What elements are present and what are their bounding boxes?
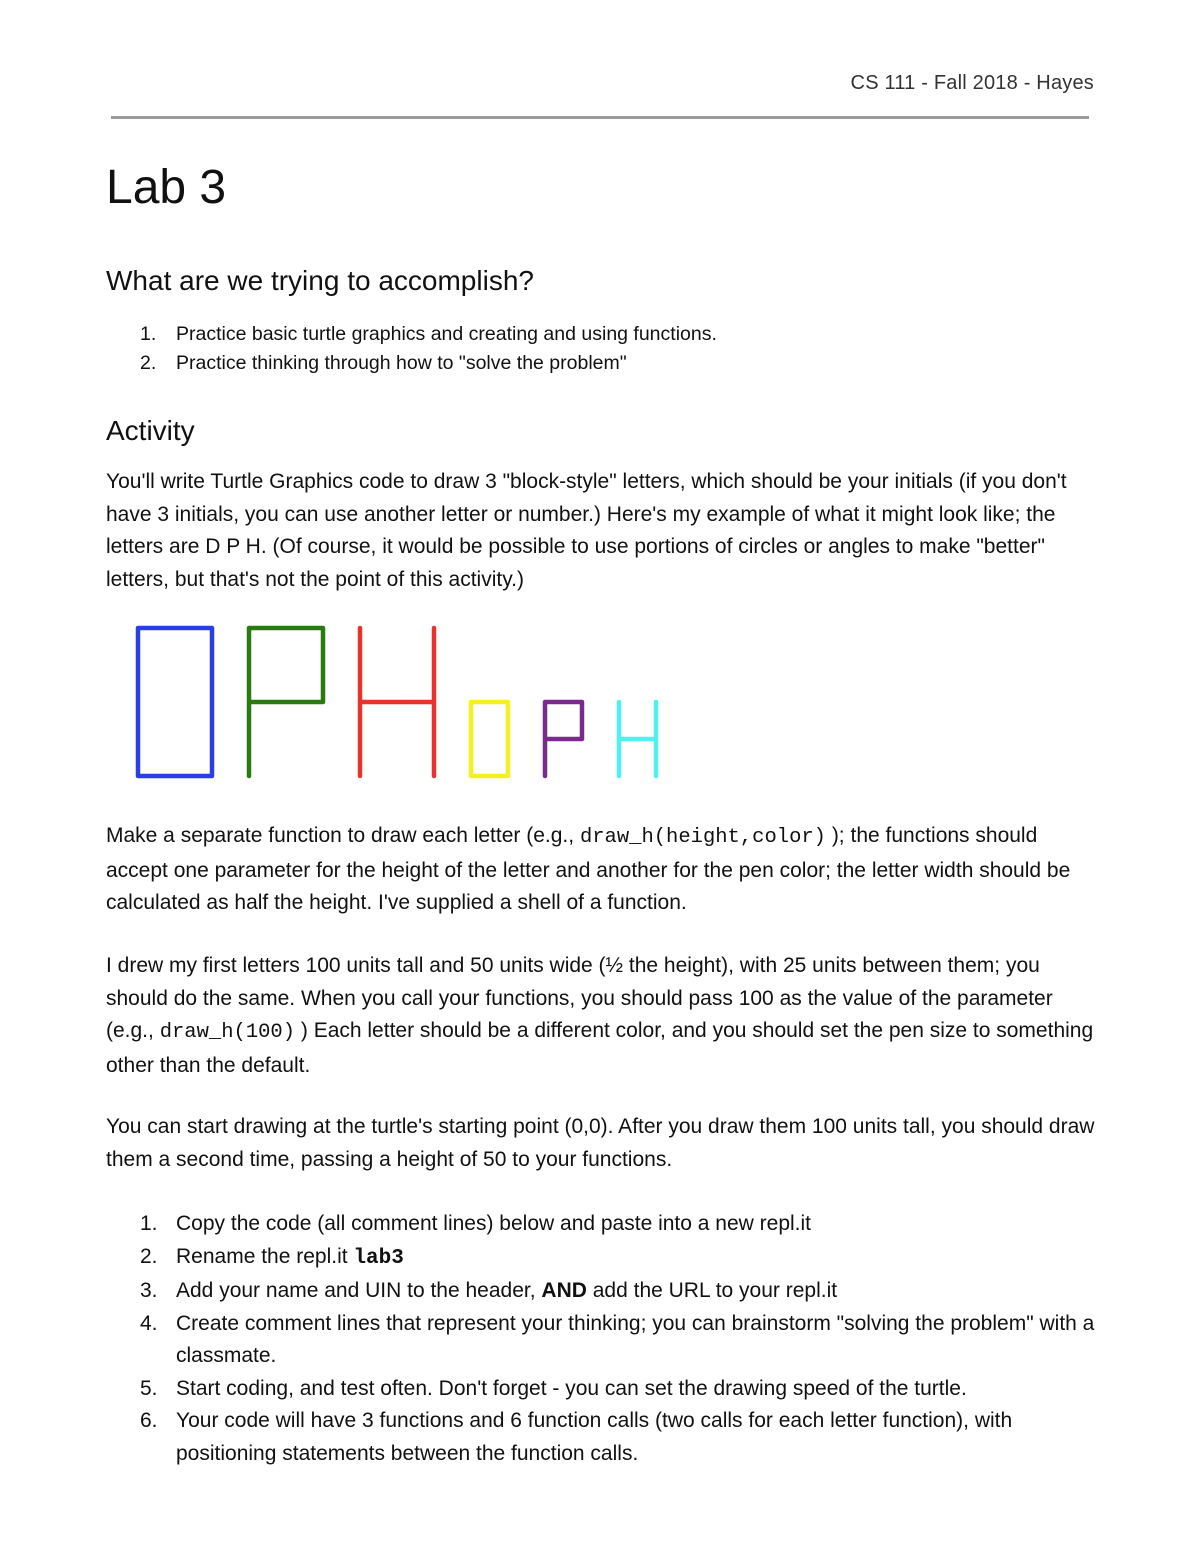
list-item-text: add the URL to your repl.it <box>586 1279 838 1302</box>
goals-heading: What are we trying to accomplish? <box>106 265 534 296</box>
activity-heading: Activity <box>106 415 195 446</box>
list-item <box>106 1405 1096 1470</box>
code-snippet: draw_h(100) <box>159 1021 296 1044</box>
list-number: 3. <box>140 1279 158 1302</box>
letter-d-100 <box>138 628 212 776</box>
list-item-text: Start coding, and test often. Don't forget - you can set the drawing speed of the turtle. <box>176 1376 967 1400</box>
list-item <box>106 1208 1096 1241</box>
emphasis-text: AND <box>541 1279 587 1302</box>
list-item-text: Copy the code (all comment lines) below and paste into a new repl.it <box>176 1212 812 1235</box>
list-item-text: Rename the repl.it <box>176 1244 354 1268</box>
paragraph-text: I drew my first letters 100 units tall and 50 units wide (½ the height), with 25 units between them; you should do the same. When you call your functions, you should pass 100 as the value of the parameter (e.g., <box>106 954 1053 1042</box>
course-header: CS 111 - Fall 2018 - Hayes <box>850 72 1094 94</box>
list-number: 2. <box>140 1244 158 1268</box>
list-number: 1. <box>140 1212 158 1235</box>
list-number: 2. <box>140 351 157 374</box>
document-page <box>106 0 1096 1553</box>
function-instructions-paragraph <box>106 820 1096 920</box>
start-point-paragraph: You can start drawing at the turtle's starting point (0,0). After you draw them 100 units tall, you should draw them a second time, passing a height of 50 to your functions. <box>106 1115 1095 1171</box>
activity-intro-paragraph: You'll write Turtle Graphics code to draw 3 "block-style" letters, which should be your initials (if you don't have 3 initials, you can use another letter or number.) Here's my example of what it might look like; the letters are D P H. (Of course, it would be possible to use portions of circles or angles to make "better" letters, but that's not the point of this activity.) <box>106 470 1067 591</box>
letter-h-50 <box>619 702 656 776</box>
list-item-text: Add your name and UIN to the header, <box>176 1279 542 1302</box>
list-number: 5. <box>140 1376 158 1400</box>
list-number: 6. <box>140 1409 158 1432</box>
size-instructions-paragraph <box>106 950 1096 1082</box>
page-title: Lab 3 <box>106 161 227 214</box>
list-number: 1. <box>140 323 157 345</box>
list-item-text: Your code will have 3 functions and 6 function calls (two calls for each letter function), with positioning statements between the function calls. <box>176 1409 1013 1465</box>
repl-name-code: lab3 <box>353 1246 404 1270</box>
list-item <box>106 1373 1096 1406</box>
letter-p-50 <box>545 702 582 776</box>
steps-list <box>106 1208 1096 1470</box>
list-item <box>106 1275 1096 1308</box>
list-item <box>106 1241 1096 1276</box>
code-snippet: draw_h(height,color) <box>579 826 826 849</box>
list-number: 4. <box>140 1311 158 1335</box>
list-item-text: Create comment lines that represent your thinking; you can brainstorm "solving the problem" with a classmate. <box>176 1311 1095 1367</box>
list-item-text: Practice thinking through how to "solve the problem" <box>176 351 627 374</box>
letter-h-100 <box>360 628 434 776</box>
paragraph-text: ); the functions should accept one parameter for the height of the letter and another for the pen color; the letter width should be calculated as half the height. I've supplied a shell of a function. <box>106 824 1071 914</box>
paragraph-text: ) Each letter should be a different color, and you should set the pen size to something other than the default. <box>106 1019 1094 1077</box>
paragraph-text: Make a separate function to draw each letter (e.g., <box>106 824 580 847</box>
letter-p-100 <box>249 628 323 776</box>
letter-d-50 <box>471 702 508 776</box>
list-item <box>106 1308 1096 1373</box>
list-item-text: Practice basic turtle graphics and creating and using functions. <box>176 323 717 345</box>
